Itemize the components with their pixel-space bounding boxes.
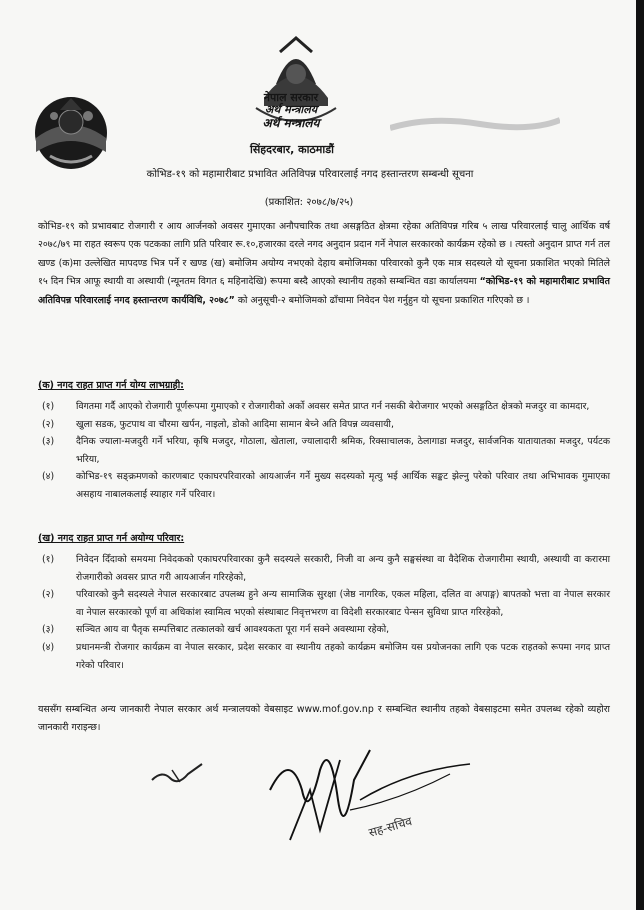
item-number: (४) xyxy=(42,471,55,483)
intro-procedure-name: “कोभिड-१९ को महामारीबाट प्रभावित अतिविपन्न परिवारलाई नगद हस्तान्तरण कार्यविधि, २०७८” xyxy=(38,276,610,306)
item-text: खुला सडक, फुटपाथ वा चौरमा खर्पन, नाइलो, डोको आदिमा सामान बेच्ने अति विपन्न व्यवसायी, xyxy=(76,418,394,430)
nepal-emblem-icon xyxy=(30,92,112,174)
list-item xyxy=(38,398,610,416)
office-location: सिंहदरबार, काठमाडौं xyxy=(250,143,334,156)
item-text: प्रधानमन्त्री रोजगार कार्यक्रम वा नेपाल सरकार, प्रदेश सरकार वा स्थानीय तहको कार्यक्रम बमोजिम यस प्रयोजनका लागि एक पटक राहतको रूपमा नगद प्राप्त गरेको परिवार। xyxy=(76,641,610,671)
notice-title: कोभिड-१९ को महामारीबाट प्रभावित अतिविपन्न परिवारलाई नगद हस्तान्तरण सम्बन्धी सूचना xyxy=(146,169,474,180)
list-item xyxy=(38,468,610,503)
item-number: (१) xyxy=(42,401,55,412)
publish-date: (प्रकाशित: २०७८/७/२५) xyxy=(264,197,354,208)
section-b-heading: (ख) नगद राहत प्राप्त गर्न अयोग्य परिवार: xyxy=(38,533,185,544)
item-text: विगतमा गर्दै आएको रोजगारी पूर्णरूपमा गुमाएको र रोजगारीको अर्को अवसर समेत प्राप्त गर्न नसकी बेरोजगार भएको असङ्गठित क्षेत्रको मजदुर वा कामदार, xyxy=(76,401,590,412)
item-number: (२) xyxy=(42,418,55,430)
item-text: निवेदन दिँदाको समयमा निवेदकको एकाघरपरिवारका कुनै सदस्यले सरकारी, निजी वा अन्य कुनै सङ्घसंस्था वा वैदेशिक रोजगारीमा स्थायी, अस्थायी वा करारमा रोजगारीको अवसर प्राप्त गरी आयआर्जन गरिरहेको, xyxy=(76,554,610,583)
list-item xyxy=(38,416,610,434)
item-text: कोभिड-१९ सङ्क्रमणको कारणबाट एकाघरपरिवारको आयआर्जन गर्ने मुख्य सदस्यको मृत्यु भई आर्थिक सङ्कट झेल्नु परेको परिवार तथा अभिभावक गुमाएका असहाय नाबालकलाई स्याहार गर्ने परिवार। xyxy=(76,471,610,500)
faint-stamp-mark xyxy=(390,110,560,138)
intro-text-2: को अनुसूची-२ बमोजिमको ढाँचामा निवेदन पेश गर्नुहुन यो सूचना प्रकाशित गरिएको छ । xyxy=(234,294,530,306)
item-text: सञ्चित आय वा पैतृक सम्पत्तिबाट तत्कालको खर्च आवश्यकता पूरा गर्न सक्ने अवस्थामा रहेको, xyxy=(76,624,390,636)
list-item xyxy=(38,433,610,468)
list-item xyxy=(38,621,610,639)
designation-stamp: सह-सचिव xyxy=(367,814,414,840)
seal-line-1: नेपाल सरकार xyxy=(263,91,319,104)
item-number: (३) xyxy=(42,436,55,448)
list-item xyxy=(38,586,610,621)
seal-line-3: अर्थ मन्त्रालय xyxy=(262,116,320,130)
list-item xyxy=(38,639,610,674)
item-number: (४) xyxy=(42,641,55,653)
section-b-list xyxy=(38,551,610,674)
item-text: दैनिक ज्याला-मजदुरी गर्ने भरिया, कृषि मजदुर, गोठाला, खेताला, ज्यालादारी श्रमिक, रिक्साचालक, ठेलागाडा मजदुर, सार्वजनिक यातायातका मजदुर, पर्यटक भरिया, xyxy=(76,436,610,465)
item-number: (३) xyxy=(42,624,55,636)
item-number: (२) xyxy=(42,589,55,601)
seal-text xyxy=(236,92,346,130)
footer-note: यससँग सम्बन्धित अन्य जानकारी नेपाल सरकार अर्थ मन्त्रालयको वेबसाइट www.mof.gov.np र सम्बन्धित स्थानीय तहको वेबसाइटमा समेत उपलब्ध रहेको व्यहोरा जानकारी गराइन्छ। xyxy=(38,704,610,734)
intro-text-1: कोभिड-१९ को प्रभावबाट रोजगारी र आय आर्जनको अवसर गुमाएका अनौपचारिक तथा असङ्गठित क्षेत्रमा रहेका अतिविपन्न गरिब ५ लाख परिवारलाई चालु आर्थिक वर्ष २०७८/७९ मा राहत स्वरूप एक पटकका लागि प्रति परिवार रू.१०,हजारका दरले नगद अनुदान प्रदान गर्ने नेपाल सरकारको कार्यक्रम रहेको छ । त्यस्तो अनुदान प्राप्त गर्न तल खण्ड (क)मा उल्लेखित मापदण्ड भित्र पर्ने र खण्ड (ख) बमोजिम अयोग्य नभएको देहाय बमोजिमका परिवारको कुनै एक मात्र सदस्यले यो सूचना प्रकाशित भएको मितिले १५ दिन भित्र आफू स्थायी वा अस्थायी (न्यूनतम विगत ६ महिनादेखि) रूपमा बस्दै आएको स्थानीय तहको सम्बन्धित वडा कार्यालयमा xyxy=(38,221,610,288)
item-number: (१) xyxy=(42,554,55,565)
list-item xyxy=(38,551,610,586)
intro-paragraph xyxy=(38,218,610,310)
signature-icon xyxy=(250,730,480,860)
section-a-heading: (क) नगद राहत प्राप्त गर्न योग्य लाभग्राही: xyxy=(38,380,184,391)
scan-edge xyxy=(636,0,644,910)
initials-mark-icon xyxy=(150,752,210,792)
seal-line-2: अर्थ मन्त्रालय xyxy=(264,103,318,116)
item-text: परिवारको कुनै सदस्यले नेपाल सरकारबाट उपलब्ध हुने अन्य सामाजिक सुरक्षा (जेष्ठ नागरिक, एकल महिला, दलित वा अपाङ्ग) बापतको भत्ता वा नेपाल सरकार वा नेपाल सरकारको पूर्ण वा अधिकांश स्वामित्व भएको संस्थाबाट निवृत्तभरण वा विदेशी सरकारबाट पेन्सन सुविधा प्राप्त गरिरहेको, xyxy=(76,589,610,618)
section-a-list xyxy=(38,398,610,504)
